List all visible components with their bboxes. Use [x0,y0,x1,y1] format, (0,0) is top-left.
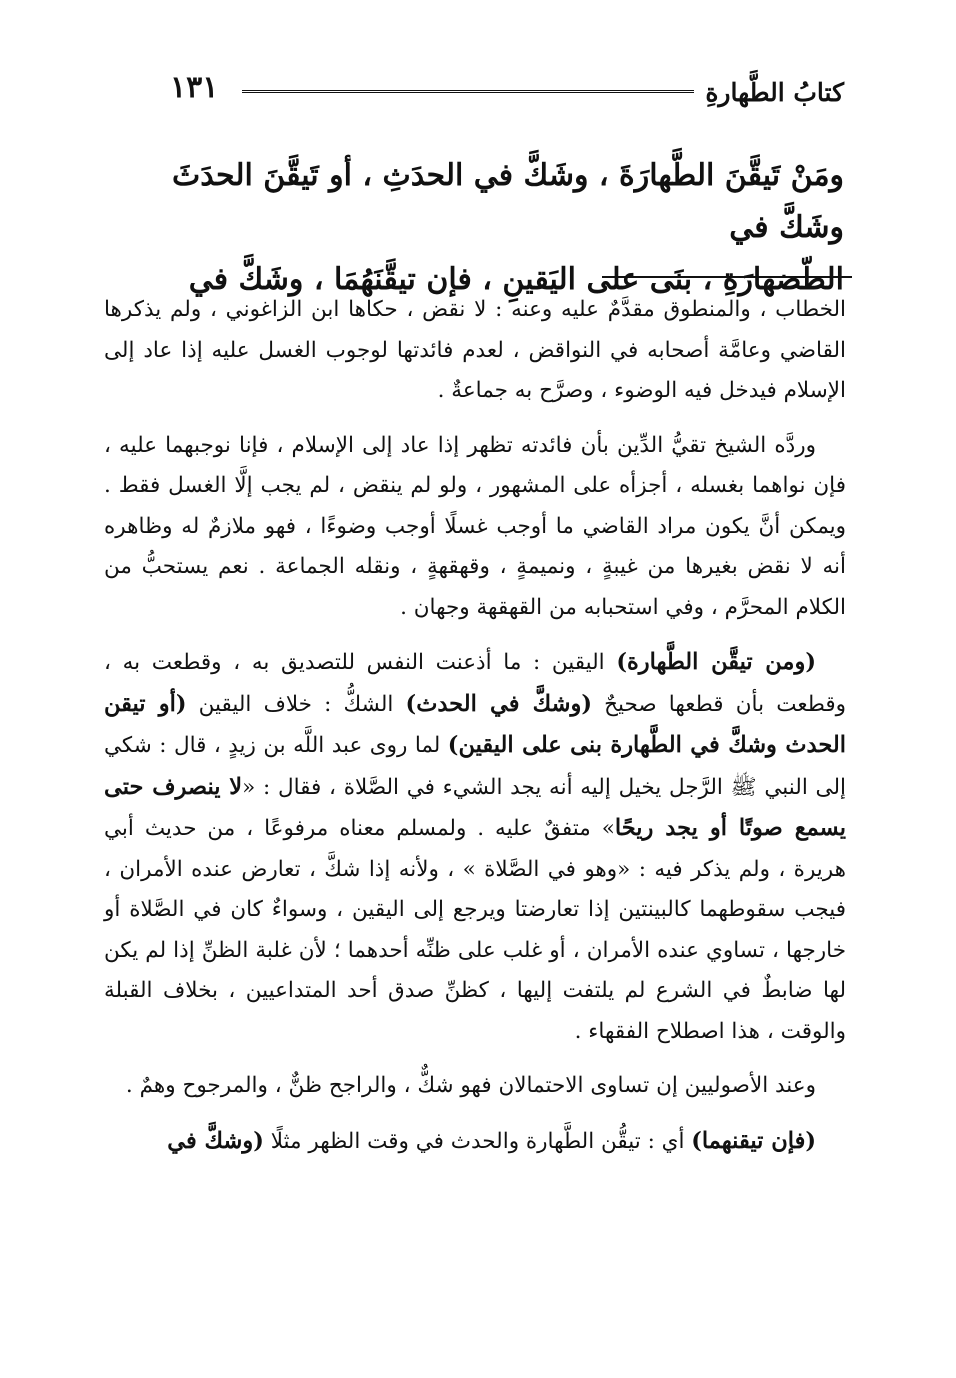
commentary-text: أي : تيقُّن الطَّهارة والحدث في وقت الظهر مثلًا [263,1128,692,1154]
hadith-quote: لا ينصرف حتى يسمع صوتًا أو يجد ريحًا [104,773,847,841]
commentary-text: لما روى عبد اللَّه بن زيدٍ ، قال : شكي إلى النبي ﷺ الرَّجل يخيل إليه أنه يجد الشيء في الصَّلاة ، فقال : « [104,733,846,800]
main-text [104,150,844,306]
commentary-paragraph-1: الخطاب ، والمنطوق مقدَّمٌ عليه وعنه : لا نقض ، حكاها ابن الزاغوني ، ولم يذكرها القاضي وعامَّة أصحابه في النواقض ، لعدم فائدتها لوجوب الغسل عليه إذا عاد إلى الإسلام فيدخل فيه الوضوء ، وصرَّح به جماعةٌ . [104,297,846,403]
quoted-matn: (أو تيقن الحدث وشكَّ في الطَّهارة بنى على اليقين) [104,690,846,758]
commentary-paragraph-5 [104,1121,846,1163]
commentary-text: اليقين : ما أذعنت النفس للتصديق به ، وقطعت به ، وقطعت بأن قطعها صحيحٌ [104,650,846,717]
chapter-title: كتابُ الطَّهارةِ [705,78,844,107]
main-text-line-1: ومَنْ تَيقَّنَ الطَّهارَةَ ، وشَكَّ في الحدَثِ ، أو تَيقَّنَ الحدَثَ وشَكَّ في [171,158,844,245]
commentary-text: الشكُّ : خلاف اليقين [186,691,406,717]
quoted-matn: (ومن تيقَّن الطَّهارة) [616,649,816,675]
quoted-matn: (وشكَّ في الحدث) [405,690,592,717]
commentary [104,290,846,1176]
commentary-paragraph-2: وردَّه الشيخ تقيُّ الدِّين بأن فائدته تظهر إذا عاد إلى الإسلام ، فإنا نوجبهما عليه ، فإن نواهما بغسله ، أجزأه على المشهور ، ولو لم ينقض ، لم يجب إلَّا الغسل فقط . ويمكن أنَّ يكون مراد القاضي ما أوجب غسلًا أوجب وضوءًا ، فهو ملازمٌ له وظاهره أنه لا نقض بغيرها من غيبةٍ ، ونميمةٍ ، وقهقهةٍ ، ونقله الجماعة . نعم يستحبُّ من الكلام المحرَّم ، وفي استحبابه من القهقهة وجهان . [104,432,846,620]
main-text-line-2: الطّضهارَةِ ، بنَى على اليَقينِ ، فإن تيقَّنَهُمَا ، وشَكَّ في [188,262,844,297]
footnote-divider [602,276,852,278]
page-header [170,68,844,116]
quoted-matn: (فإن تيقنهما) [691,1127,816,1154]
page-number: ١٣١ [170,70,219,105]
commentary-paragraph-4: وعند الأصوليين إن تساوى الاحتمالان فهو شكٌّ ، والراجح ظنٌّ ، والمرجوح وهمٌ . [125,1073,816,1098]
commentary-paragraph-3 [104,642,846,1052]
quoted-matn: (وشكَّ في [167,1127,264,1154]
commentary-text: » متفقٌ عليه . ولمسلم معناه مرفوعًا ، من حديث أبي هريرة ، ولم يذكر فيه : «وهو في الصَّلاة » ، ولأنه إذا شكَّ ، تعارض عنده الأمران ، فيجب سقوطهما كالبينتين إذا تعارضتا ويرجع إلى اليقين ، وسواءٌ كان في الصَّلاة أو خارجها ، تساوي عنده الأمران ، أو غلب على ظنِّه أحدهما ؛ لأن غلبة الظنِّ إذا لم يكن لها ضابطٌ في الشرع لم يلتفت إليها ، كظنِّ صدق أحد المتداعيين ، بخلاف القبلة والوقت ، هذا اصطلاح الفقهاء . [104,816,846,1044]
header-rule [242,90,694,96]
